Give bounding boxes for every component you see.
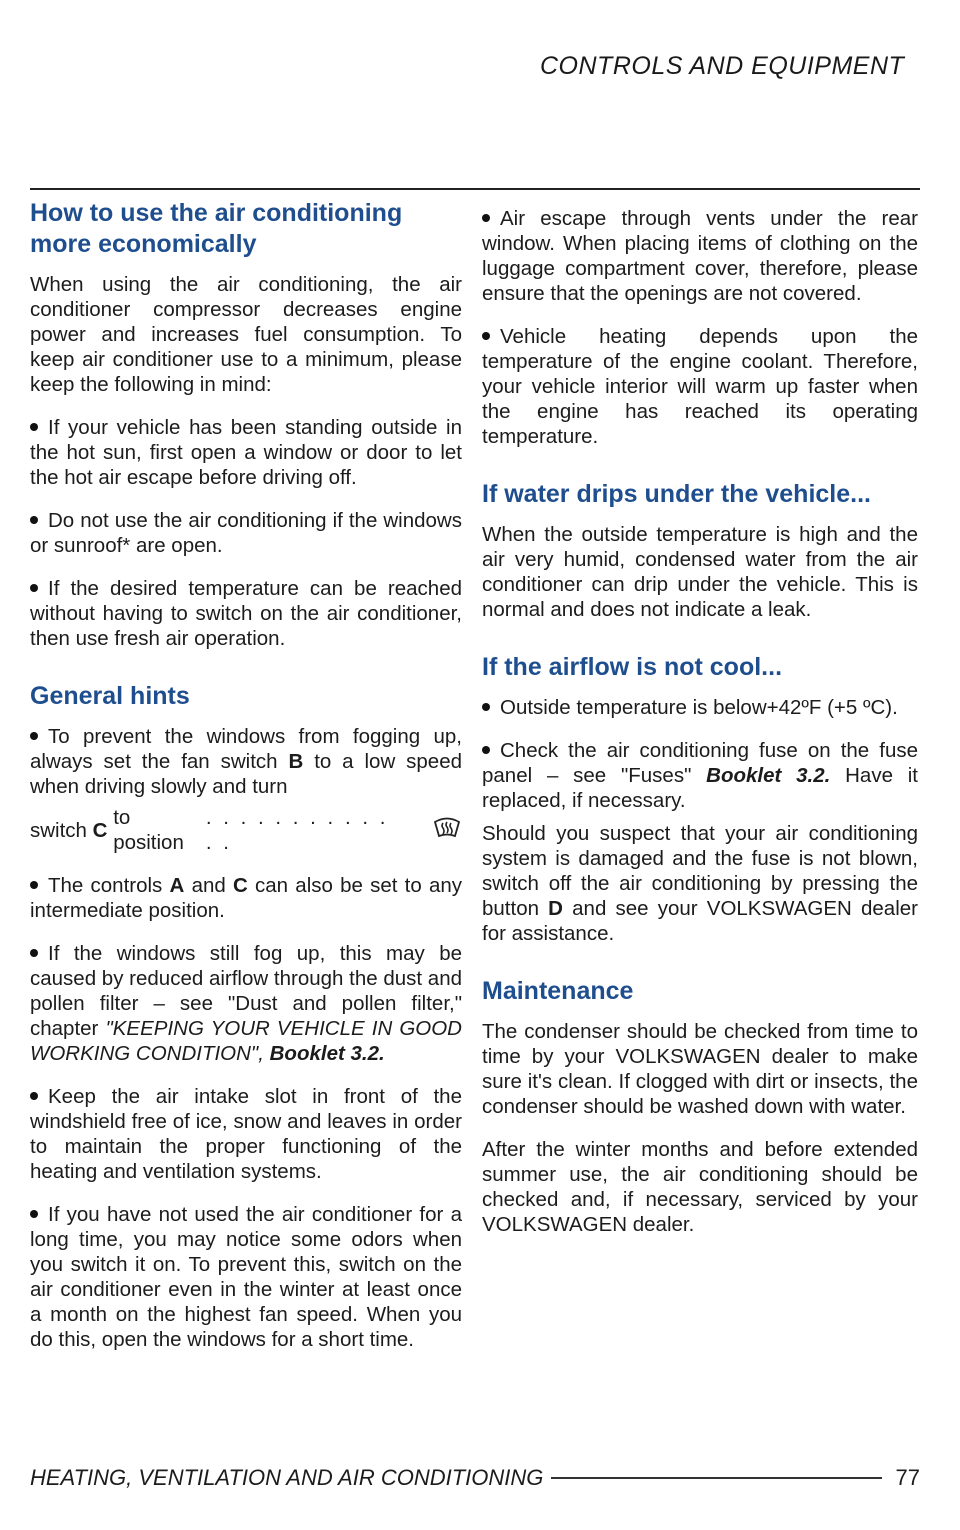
dot-leader: . . . . . . . . . . . . . [205,806,389,854]
hint-text: can also be set to any intermediate position. [30,874,463,922]
list-item [482,206,918,306]
booklet-reference: Booklet 3.2. [706,764,831,787]
list-item [30,576,462,651]
bullet-icon [30,1210,38,1218]
bullet-icon [30,732,38,740]
bullet-text: Air escape through vents under the rear window. When placing items of clothing on the luggage compartment cover, therefore, please ensure that the openings are not covered. [482,207,918,305]
switch-b-label: B [288,750,304,773]
bullet-text: If your vehicle has been standing outside in the hot sun, first open a window or door to let the hot air escape before driving off. [30,416,462,489]
bullet-text: If the desired temperature can be reached without having to switch on the air conditioner, then use fresh air operation. [30,577,462,650]
bullet-icon [482,214,490,222]
paragraph-text: and see your VOLKSWAGEN dealer for assistance. [482,897,918,945]
heading-water-drips: If water drips under the vehicle... [482,480,871,508]
hint-text: to position [113,806,184,854]
hint-text: switch [30,818,87,842]
hint-text: If the windows still fog up, this may be caused by reduced airflow through the dust and pollen filter – see "Dust and pollen filter," chapter [30,942,462,1040]
bullet-icon [30,516,38,524]
bullet-text: Check the air conditioning fuse on the fuse panel – see "Fuses" [482,739,918,787]
hint-text: to a low speed when driving slowly and turn [30,750,462,798]
list-item [30,1084,462,1184]
list-item [30,508,462,558]
page-footer [30,1465,920,1491]
hint-text: The controls [48,874,163,897]
bullet-icon [30,949,38,957]
bullet-icon [482,703,490,711]
list-item [30,941,462,1066]
maintenance-paragraph: The condenser should be checked from time to time by your VOLKSWAGEN dealer to make sure it's clean. If clogged with dirt or insects, the condenser should be washed down with water. [482,1020,918,1118]
hint-text: If you have not used the air conditioner for a long time, you may notice some odors when you switch it on. To prevent this, switch on the air conditioner even in the winter at least once a month on the highest fan speed. When you do this, open the windows for a short time. [30,1203,462,1351]
bullet-icon [30,423,38,431]
list-item [482,324,918,449]
intro-paragraph: When using the air conditioning, the air conditioner compressor decreases engine power and increases fuel consumption. To keep air conditioner use to a minimum, please keep the following in mind: [30,273,462,396]
hint-text: and [191,874,226,897]
heading-general-hints: General hints [30,682,190,710]
booklet-reference: Booklet 3.2. [269,1042,385,1065]
page-number: 77 [895,1465,920,1490]
control-a-label: A [169,874,185,897]
left-column [30,198,462,1370]
switch-c-label: C [92,818,108,842]
heading-maintenance: Maintenance [482,977,634,1005]
hint-text: To prevent the windows from fogging up, always set the fan switch [30,725,462,773]
list-item [30,724,462,799]
hint-text: Keep the air intake slot in front of the windshield free of ice, snow and leaves in order to maintain the proper functioning of the heating and ventilation systems. [30,1085,462,1183]
right-column [482,206,918,1255]
heading-economical-use: How to use the air conditioning more economically [30,199,403,258]
list-item [482,738,918,813]
list-item [30,873,462,923]
bullet-icon [30,1092,38,1100]
maintenance-paragraph: After the winter months and before extended summer use, the air conditioning should be checked and, if necessary, serviced by your VOLKSWAGEN dealer. [482,1138,918,1236]
heading-airflow-not-cool: If the airflow is not cool... [482,653,783,681]
footer-section-title: HEATING, VENTILATION AND AIR CONDITIONING [30,1465,544,1490]
bullet-text: Do not use the air conditioning if the windows or sunroof* are open. [30,509,462,557]
paragraph-text: Should you suspect that your air conditioning system is damaged and the fuse is not blown, switch off the air conditioning by pressing the button [482,822,918,920]
page-header: CONTROLS AND EQUIPMENT [540,52,905,80]
list-item [30,415,462,490]
bullet-icon [482,332,490,340]
list-item [30,1202,462,1352]
position-line [30,805,462,855]
chapter-reference: "KEEPING YOUR VEHICLE IN GOOD WORKING CONDITION", [30,1017,462,1065]
bullet-text: Outside temperature is below+42ºF (+5 ºC). [500,696,898,719]
bullet-icon [30,584,38,592]
footer-rule [551,1477,881,1479]
bullet-text: Vehicle heating depends upon the temperature of the engine coolant. Therefore, your vehicle interior will warm up faster when the engine has reached its operating temperature. [482,325,918,448]
control-c-label: C [233,874,248,897]
assistance-paragraph [482,821,918,946]
bullet-icon [30,881,38,889]
header-rule [30,188,920,190]
bullet-icon [482,746,490,754]
water-paragraph: When the outside temperature is high and the air very humid, condensed water from the air conditioner can drip under the vehicle. This is normal and does not indicate a leak. [482,523,918,621]
windshield-defrost-icon [432,814,462,846]
list-item [482,695,918,720]
button-d-label: D [548,897,563,920]
bullet-text: Have it replaced, if necessary. [482,764,919,812]
